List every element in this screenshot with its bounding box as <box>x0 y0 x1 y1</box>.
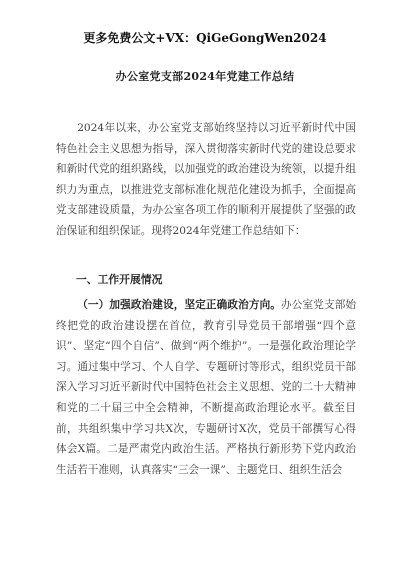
section-heading: 一、工作开展情况 <box>76 273 163 286</box>
intro-section <box>56 118 356 242</box>
subsection-section <box>56 295 356 480</box>
subsection-body: 办公室党支部始终把党的政治建设摆在首位，教育引导党员干部增强“四个意识”、坚定“四个自信”、做到“两个维护”。一是强化政治理论学习。通过集中学习、个人自学、专题研讨等形式，组织党员干部深入学习习近平新时代中国特色社会主义思想、党的二十大精神和党的二十届三中全会精神，不断提高政治理论水平。截至目前，共组织集中学习共X次，专题研讨X次，党员干部撰写心得体会X篇。二是严肃党内政治生活。严格执行新形势下党内政治生活若干准则，认真落实“三会一课”、主题党日、组织生活会 <box>56 299 357 476</box>
intro-paragraph: 2024年以来，办公室党支部始终坚持以习近平新时代中国特色社会主义思想为指导，深入贯彻落实新时代党的建设总要求和新时代党的组织路线，以加强党的政治建设为统领，以提升组织力为重点，以推进党支部标准化规范化建设为抓手，全面提高党支部建设质量，为办公室各项工作的顺利开展提供了坚强的政治保证和组织保证。现将2024年党建工作总结如下： <box>56 122 356 237</box>
watermark-text: 更多免费公文+VX：QiGeGongWen2024 <box>83 31 327 45</box>
subsection-paragraph <box>56 295 356 480</box>
subsection-heading: （一）加强政治建设，坚定正确政治方向。 <box>77 299 282 311</box>
document-title: 办公室党支部2024年党建工作总结 <box>115 70 295 83</box>
